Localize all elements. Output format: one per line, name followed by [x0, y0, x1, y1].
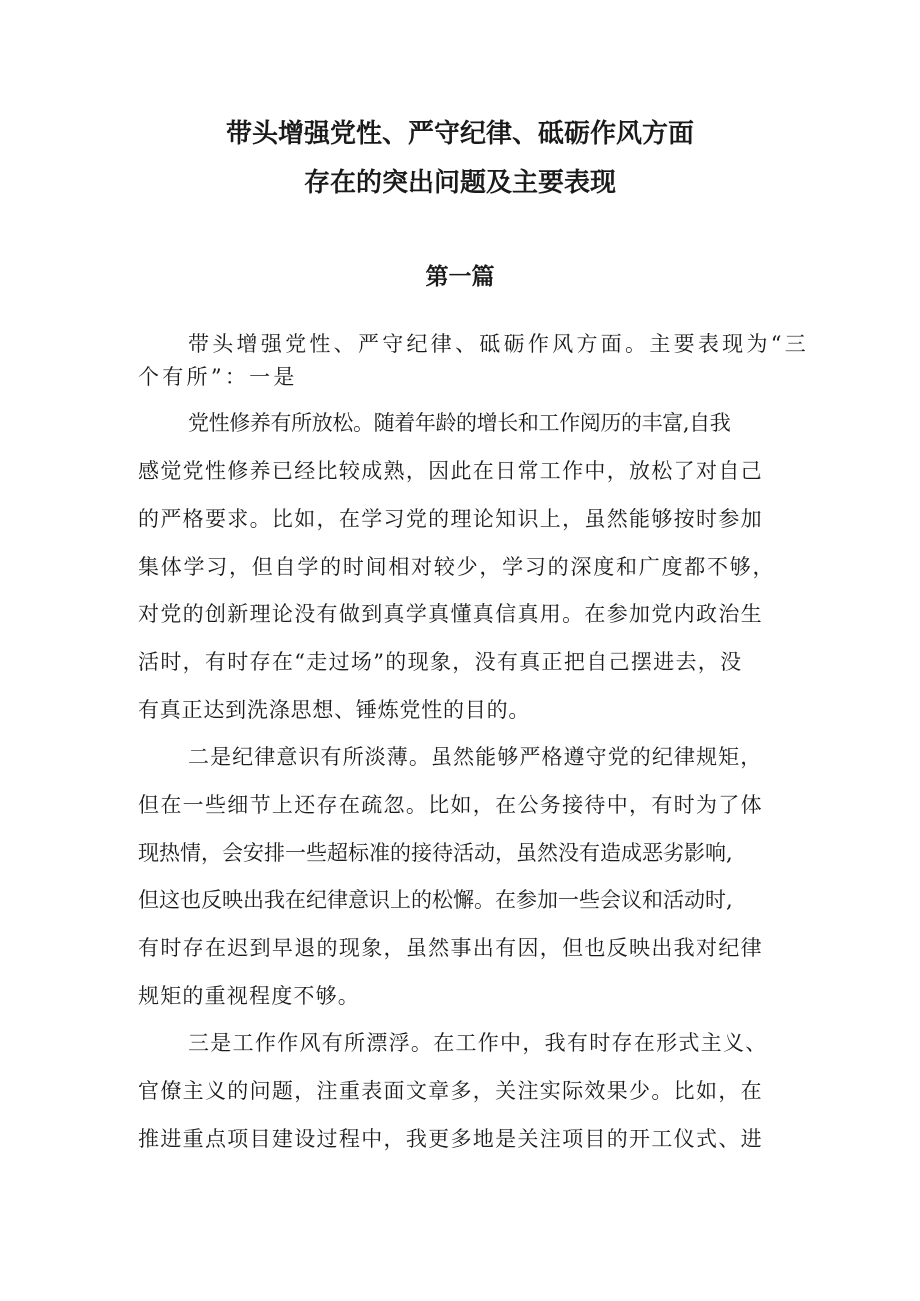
- paragraph-line: 现热情，会安排一些超标准的接待活动，虽然没有造成恶劣影响,: [138, 841, 733, 865]
- paragraph-line: 活时，有时存在“走过场”的现象，没有真正把自己摆进去，没: [138, 650, 743, 674]
- paragraph-line: 但这也反映出我在纪律意识上的松懈。在参加一些会议和活动时,: [138, 888, 733, 912]
- paragraph-line: 的严格要求。比如，在学习党的理论知识上，虽然能够按时参加: [138, 507, 763, 531]
- paragraph-line: 有真正达到洗涤思想、锤炼党性的目的。: [138, 698, 531, 722]
- paragraph-line: 官僚主义的问题，注重表面文章多，关注实际效果少。比如，在: [138, 1079, 763, 1103]
- paragraph-line: 三是工作作风有所漂浮。在工作中，我有时存在形式主义、: [188, 1031, 768, 1055]
- paragraph-line: 党性修养有所放松。随着年龄的增长和工作阅历的丰富,自我: [188, 411, 731, 435]
- document-title-line-1: 带头增强党性、严守纪律、砥砺作风方面: [225, 119, 694, 149]
- paragraph-line: 有时存在迟到早退的现象，虽然事出有因，但也反映出我对纪律: [138, 936, 763, 960]
- paragraph-line: 个有所”：一是: [138, 365, 298, 389]
- paragraph-line: 对党的创新理论没有做到真学真懂真信真用。在参加党内政治生: [138, 602, 763, 626]
- paragraph-line: 推进重点项目建设过程中，我更多地是关注项目的开工仪式、进: [138, 1127, 763, 1151]
- section-heading: 第一篇: [425, 264, 495, 290]
- paragraph-line: 感觉党性修养已经比较成熟，因此在日常工作中，放松了对自己: [138, 459, 763, 483]
- paragraph-line: 二是纪律意识有所淡薄。虽然能够严格遵守党的纪律规矩，: [188, 745, 763, 769]
- paragraph-line: 带头增强党性、严守纪律、砥砺作风方面。主要表现为“三: [188, 332, 810, 356]
- paragraph-line: 但在一些细节上还存在疏忽。比如，在公务接待中，有时为了体: [138, 793, 763, 817]
- paragraph-line: 集体学习，但自学的时间相对较少，学习的深度和广度都不够，: [138, 555, 776, 579]
- paragraph-line: 规矩的重视程度不够。: [138, 984, 360, 1008]
- document-title-line-2: 存在的突出问题及主要表现: [303, 168, 616, 198]
